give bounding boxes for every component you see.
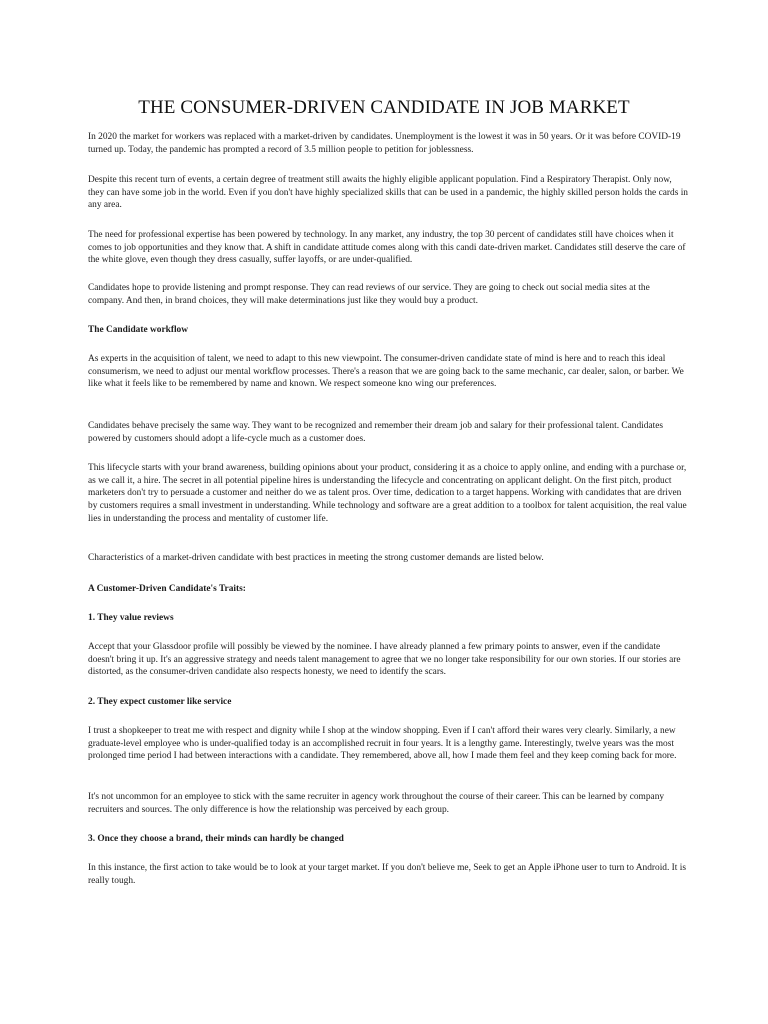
paragraph-experts: As experts in the acquisition of talent, we need to adapt to this new viewpoint. The consumer-driven candidate state of mind is here and to reach this ideal consumerism, we need to adjust our mental workflow processes. There's a reason that we are going back to the same mechanic, car dealer, salon, or barber. We like what it feels like to be remembered by name and known. We respect someone kno wing our preferences. [88, 354, 684, 390]
paragraph-candidates-behave: Candidates behave precisely the same way. They want to be recognized and remember their dream job and salary for their professional talent. Candidates powered by customers should adopt a life-cycle much as a customer does. [88, 421, 664, 444]
heading-traits: A Customer-Driven Candidate's Traits: [88, 584, 246, 594]
document-title: THE CONSUMER-DRIVEN CANDIDATE IN JOB MARKET [138, 97, 630, 118]
paragraph-despite: Despite this recent turn of events, a certain degree of treatment still awaits the highly eligible applicant population. Find a Respiratory Therapist. Only now, they can have some job in the world. Even if you don't have highly specialized skills that can be used in a pandemic, the highly skilled person holds the cards in any area. [88, 175, 688, 211]
paragraph-shopkeeper: I trust a shopkeeper to treat me with respect and dignity while I shop at the window shopping. Even if I can't afford their wares very clearly. Similarly, a new graduate-level employee who is under-qualified today is an accomplished recruit in four years. It is a lengthy game. Interestingly, twelve years was the most prolonged time period I had between interactions with a candidate. They remembered, above all, how I made them feel and they keep coming back for more. [88, 726, 677, 762]
paragraph-professional-expertise: The need for professional expertise has been powered by technology. In any market, any industry, the top 30 percent of candidates still have choices when it comes to job opportunities and they know that. A shift in candidate attitude comes along with this candi date-driven market. Candidates still deserve the care of the white glove, even though they dress casually, suffer layoffs, or are under-qualified. [88, 230, 686, 266]
paragraph-intro: In 2020 the market for workers was replaced with a market-driven by candidates. Unemployment is the lowest it was in 50 years. Or it was before COVID-19 turned up. Today, the pandemic has prompted a record of 3.5 million people to petition for joblessness. [88, 132, 681, 155]
paragraph-glassdoor: Accept that your Glassdoor profile will possibly be viewed by the nominee. I have already planned a few primary points to answer, even if the candidate doesn't bring it up. It's an aggressive strategy and needs talent management to agree that we no longer take responsibility for our own stories. If our stories are distorted, as the consumer-driven candidate also respects honesty, we need to identify the scars. [88, 642, 681, 678]
paragraph-target-market: In this instance, the first action to take would be to look at your target market. If you don't believe me, Seek to get an Apple iPhone user to turn to Android. It is really tough. [88, 863, 687, 886]
paragraph-lifecycle: This lifecycle starts with your brand awareness, building opinions about your product, considering it as a choice to apply online, and ending with a purchase or, as we call it, a hire. The secret in all potential pipeline hires is understanding the lifecycle and concentrating on applicant delight. On the first pitch, product marketers don't try to persuade a customer and neither do we as talent pros. Over time, dedication to a target happens. Working with candidates that are driven by customers requires a small investment in understanding. While technology and software are a great addition to a toolbox for talent acquisition, the real value lies in understanding the process and mentality of customer life. [88, 463, 687, 524]
heading-value-reviews: 1. They value reviews [88, 613, 174, 623]
paragraph-recruiter: It's not uncommon for an employee to stick with the same recruiter in agency work throughout the course of their career. This can be learned by company recruiters and sources. The only difference is how the relationship was perceived by each group. [88, 792, 665, 815]
heading-candidate-workflow: The Candidate workflow [88, 325, 189, 335]
paragraph-candidates-hope: Candidates hope to provide listening and prompt response. They can read reviews of our service. They are going to check out social media sites at the company. And then, in brand choices, they will make determinations just like they would buy a product. [88, 283, 650, 306]
heading-brand-choice: 3. Once they choose a brand, their minds can hardly be changed [88, 834, 344, 844]
heading-customer-service: 2. They expect customer like service [88, 697, 232, 707]
paragraph-characteristics: Characteristics of a market-driven candidate with best practices in meeting the strong customer demands are listed below. [88, 553, 544, 563]
